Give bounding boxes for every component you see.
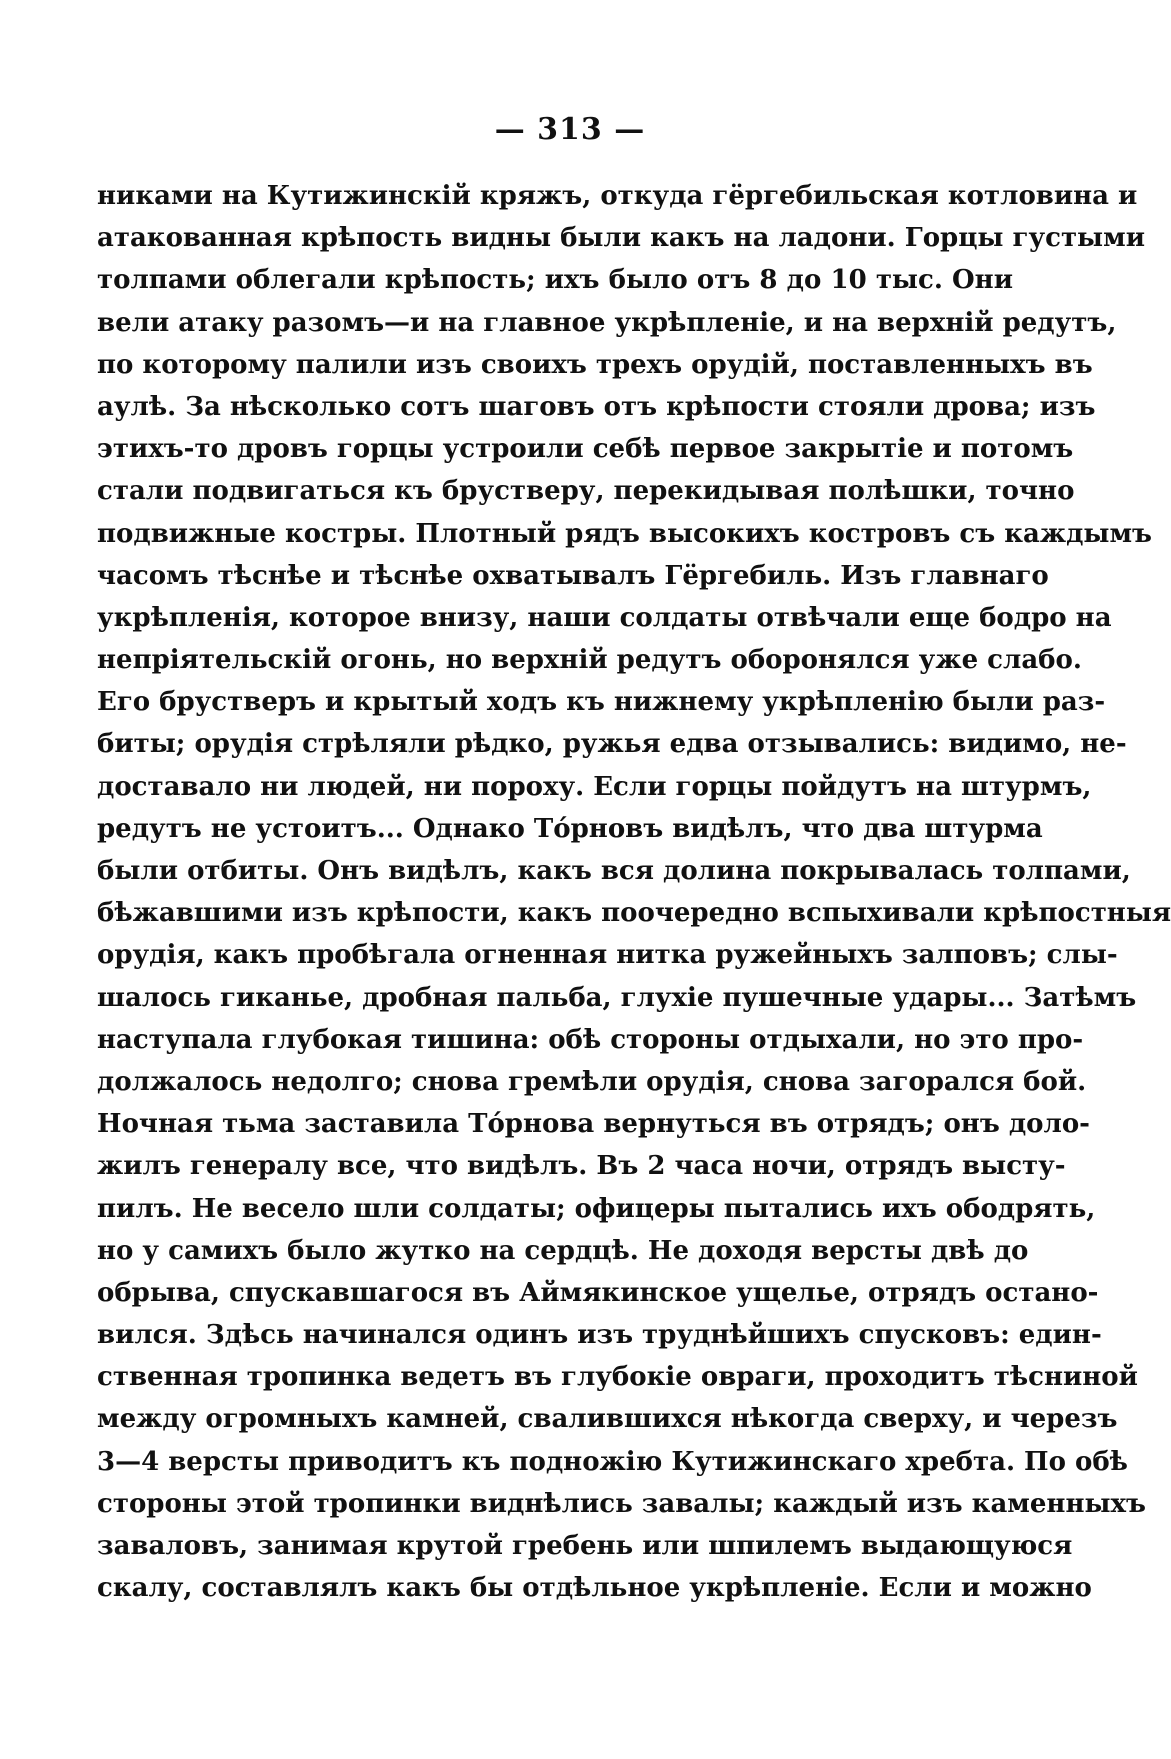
text-line: укрѣпленія, которое внизу, наши солдаты отвѣчали еще бодро на bbox=[97, 602, 1112, 633]
text-line: должалось недолго; снова гремѣли орудія, снова загорался бой. bbox=[97, 1066, 1087, 1097]
text-line: орудія, какъ пробѣгала огненная нитка ружейныхъ залповъ; слы- bbox=[97, 940, 1118, 971]
text-line: 3—4 версты приводитъ къ подножію Кутижинскаго хребта. По обѣ bbox=[97, 1446, 1128, 1477]
text-line: вели атаку разомъ—и на главное укрѣпленіе, и на верхній редутъ, bbox=[97, 307, 1117, 338]
text-line: редутъ не устоитъ... Однако Тóрновъ видѣлъ, что два штурма bbox=[97, 813, 1043, 844]
text-line: аулѣ. За нѣсколько сотъ шаговъ отъ крѣпости стояли дрова; изъ bbox=[97, 391, 1096, 422]
text-line: доставало ни людей, ни пороху. Если горцы пойдутъ на штурмъ, bbox=[97, 771, 1092, 802]
text-line: непріятельскій огонь, но верхній редутъ оборонялся уже слабо. bbox=[97, 645, 1082, 676]
text-line: наступала глубокая тишина: обѣ стороны отдыхали, но это про- bbox=[97, 1024, 1084, 1055]
text-line: между огромныхъ камней, свалившихся нѣкогда сверху, и черезъ bbox=[97, 1404, 1118, 1435]
text-line: по которому палили изъ своихъ трехъ орудій, поставленныхъ въ bbox=[97, 349, 1093, 380]
text-line: никами на Кутижинскій кряжъ, откуда гёргебильская котловина и bbox=[97, 181, 1138, 211]
text-line: вился. Здѣсь начинался одинъ изъ труднѣйшихъ спусковъ: един- bbox=[97, 1320, 1102, 1351]
text-line: этихъ-то дровъ горцы устроили себѣ первое закрытіе и потомъ bbox=[97, 434, 1074, 465]
text-line: часомъ тѣснѣе и тѣснѣе охватывалъ Гёргебиль. Изъ главнаго bbox=[97, 560, 1049, 591]
text-line: скалу, составлялъ какъ бы отдѣльное укрѣпленіе. Если и можно bbox=[97, 1573, 1092, 1604]
text-line: жилъ генералу все, что видѣлъ. Въ 2 часа ночи, отрядъ высту- bbox=[97, 1151, 1066, 1182]
text-line: Ночная тьма заставила Тóрнова вернуться въ отрядъ; онъ доло- bbox=[97, 1109, 1090, 1140]
text-line: биты; орудія стрѣляли рѣдко, ружья едва отзывались: видимо, не- bbox=[97, 729, 1127, 760]
text-line: толпами облегали крѣпость; ихъ было отъ 8 до 10 тыс. Они bbox=[97, 265, 1013, 296]
text-line: но у самихъ было жутко на сердцѣ. Не доходя версты двѣ до bbox=[97, 1235, 1029, 1266]
text-line: были отбиты. Онъ видѣлъ, какъ вся долина покрывалась толпами, bbox=[97, 856, 1131, 886]
text-line: шалось гиканье, дробная пальба, глухіе пушечные удары... Затѣмъ bbox=[97, 982, 1137, 1013]
body-text bbox=[97, 175, 1171, 1609]
text-line: пилъ. Не весело шли солдаты; офицеры пытались ихъ ободрять, bbox=[97, 1193, 1096, 1224]
text-line: стороны этой тропинки виднѣлись завалы; каждый изъ каменныхъ bbox=[97, 1488, 1146, 1519]
text-line: ственная тропинка ведетъ въ глубокіе овраги, проходитъ тѣсниной bbox=[97, 1362, 1138, 1393]
text-line: Его брустверъ и крытый ходъ къ нижнему укрѣпленію были раз- bbox=[97, 687, 1106, 718]
text-line: подвижные костры. Плотный рядъ высокихъ костровъ съ каждымъ bbox=[97, 518, 1153, 549]
text-line: бѣжавшими изъ крѣпости, какъ поочередно вспыхивали крѣпостныя bbox=[97, 898, 1171, 929]
text-line: заваловъ, занимая крутой гребень или шпилемъ выдающуюся bbox=[97, 1531, 1073, 1561]
text-line: стали подвигаться къ брустверу, перекидывая полѣшки, точно bbox=[97, 476, 1075, 507]
page-number: — 313 — bbox=[494, 112, 646, 147]
text-line: атакованная крѣпость видны были какъ на ладони. Горцы густыми bbox=[97, 223, 1145, 254]
text-line: обрыва, спускавшагося въ Аймякинское ущелье, отрядъ остано- bbox=[97, 1277, 1099, 1308]
